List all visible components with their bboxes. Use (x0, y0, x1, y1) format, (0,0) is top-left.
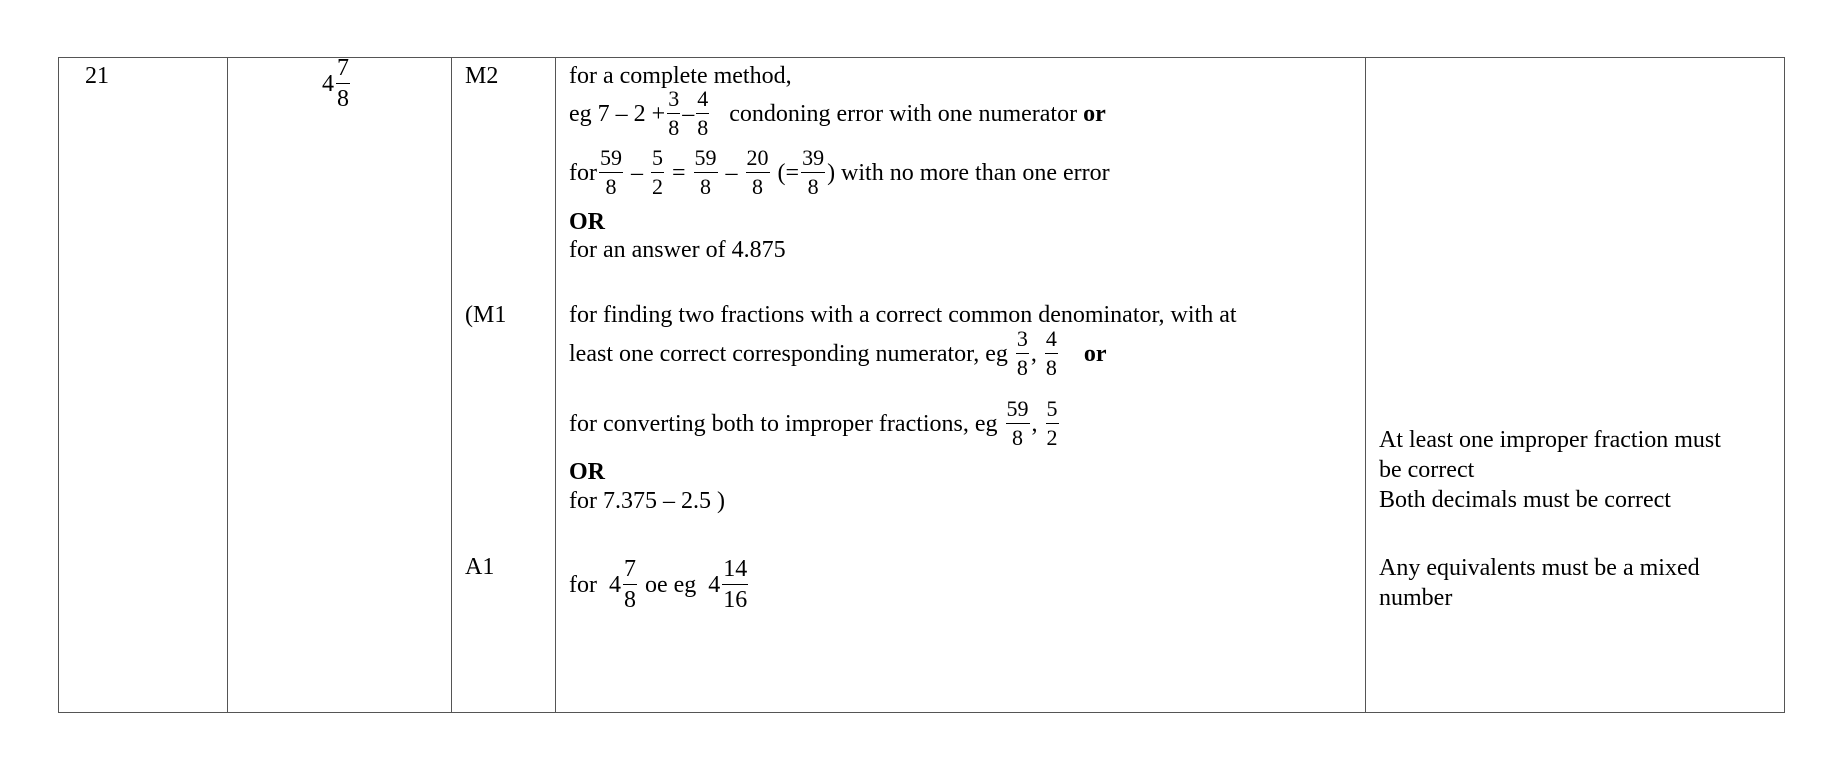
m1-line2: least one correct corresponding numerator, eg $\frac{3}{8}$ , $\frac{4}{8}$ or (569, 326, 1107, 380)
a1-line: for 4 $\frac{7}{8}$ oe eg 4 $\frac{14}{16}$ (569, 556, 748, 613)
note-decimals: Both decimals must be correct (1379, 487, 1671, 513)
m1-line5: for 7.375 – 2.5 ) (569, 488, 725, 514)
note-equivalents-2: number (1379, 585, 1453, 611)
column-divider (1365, 58, 1366, 712)
m2-line2: eg 7 – 2 + $\frac{3}{8}$ – $\frac{4}{8}$ condoning error with one numerator or (569, 86, 1106, 140)
note-improper-1: At least one improper fraction must (1379, 427, 1721, 453)
mark-code-a1: A1 (465, 554, 495, 580)
m1-line3: for converting both to improper fractions, eg $\frac{59}{8}$ , $\frac{5}{2}$ (569, 396, 1058, 450)
answer-value (322, 55, 352, 113)
column-divider (227, 58, 228, 712)
mark-scheme-table (58, 57, 1785, 713)
note-equivalents-1: Any equivalents must be a mixed (1379, 555, 1700, 581)
answer-whole: 4 (322, 71, 334, 98)
m2-or-label: OR (569, 209, 605, 235)
note-improper-2: be correct (1379, 457, 1475, 483)
mark-code-m1: (M1 (465, 302, 507, 328)
m2-line1: for a complete method, (569, 63, 792, 89)
m2-line5: for an answer of 4.875 (569, 237, 786, 263)
question-number: 21 (85, 63, 109, 89)
mark-code-m2: M2 (465, 63, 499, 89)
column-divider (451, 58, 452, 712)
answer-fraction: $\frac{7}{8}$ (337, 55, 349, 112)
m1-or-label: OR (569, 459, 605, 485)
m2-line3: for $\frac{59}{8}$ – $\frac{5}{2}$ = $\frac{59}{8}$ – $\frac{20}{8}$ (= $\frac{39}{8}$ ) with no more than one error (569, 145, 1110, 199)
column-divider (555, 58, 556, 712)
m1-line1: for finding two fractions with a correct common denominator, with at (569, 302, 1237, 328)
